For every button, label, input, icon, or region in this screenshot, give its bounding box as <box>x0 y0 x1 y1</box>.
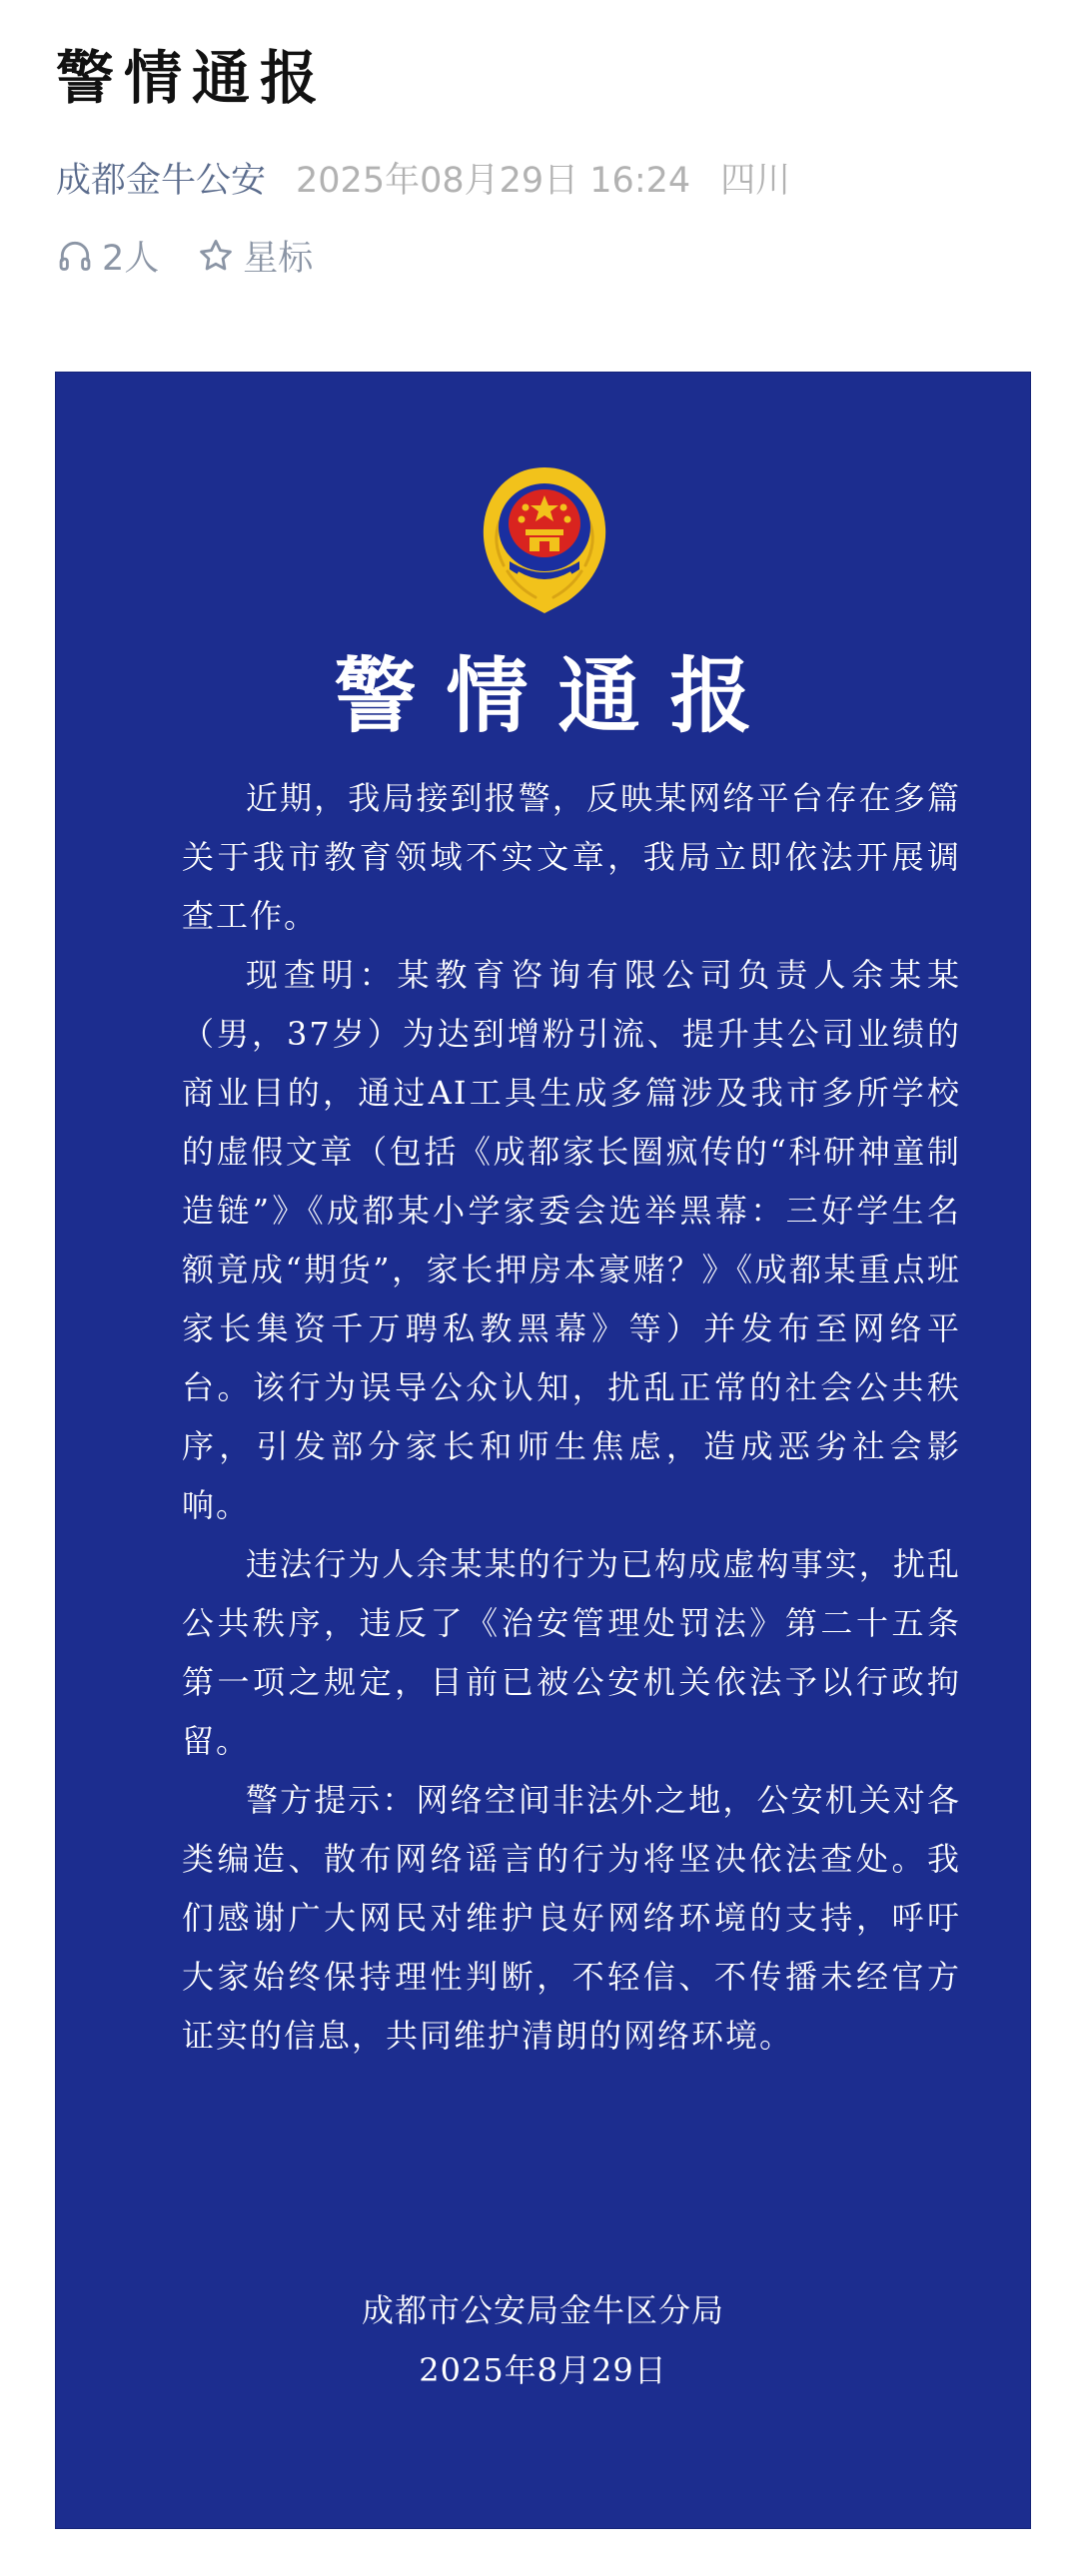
account-name-link[interactable]: 成都金牛公安 <box>56 161 267 201</box>
notice-paragraph: 现查明：某教育咨询有限公司负责人余某某（男，37岁）为达到增粉引流、提升其公司业绩的商业目的，通过AI工具生成多篇涉及我市多所学校的虚假文章（包括《成都家长圈疯传的“科研神童制造链”》《成都某小学家委会选举黑幕：三好学生名额竟成“期货”，家长押房本豪赌？》《成都某重点班家长集资千万聘私教黑幕》等）并发布至网络平台。该行为误导公众认知，扰乱正常的社会公共秩序，引发部分家长和师生焦虑，造成恶劣社会影响。 <box>182 956 961 1524</box>
notice-paragraph: 警方提示：网络空间非法外之地，公安机关对各类编造、散布网络谣言的行为将坚决依法查处。我们感谢广大网民对维护良好网络环境的支持，呼吁大家始终保持理性判断，不轻信、不传播未经官方证实的信息，共同维护清朗的网络环境。 <box>182 1781 961 2055</box>
star-outline-icon <box>197 237 235 275</box>
police-notice-image <box>55 372 1031 2529</box>
notice-paragraph: 近期，我局接到报警，反映某网络平台存在多篇关于我市教育领域不实文章，我局立即依法开展调查工作。 <box>182 779 961 935</box>
notice-paragraph: 违法行为人余某某的行为已构成虚构事实，扰乱公共秩序，违反了《治安管理处罚法》第二十五条第一项之规定，目前已被公安机关依法予以行政拘留。 <box>182 1545 961 1760</box>
police-emblem-icon <box>470 461 619 621</box>
publish-datetime: 2025年08月29日 16:24 <box>296 161 691 201</box>
signature-date: 2025年8月29日 <box>419 2351 667 2389</box>
headphones-icon <box>56 237 94 275</box>
article-actions <box>56 228 313 284</box>
notice-body <box>182 769 961 2066</box>
article-title: 警情通报 <box>56 44 329 112</box>
article-meta <box>56 148 790 208</box>
notice-heading: 警情通报 <box>334 648 782 744</box>
listener-count: 2人 <box>102 239 160 279</box>
publish-location: 四川 <box>720 161 791 201</box>
listen-button[interactable] <box>56 231 159 281</box>
star-label: 星标 <box>243 239 314 279</box>
star-button[interactable] <box>197 231 313 281</box>
signature-organization: 成都市公安局金牛区分局 <box>361 2291 724 2329</box>
